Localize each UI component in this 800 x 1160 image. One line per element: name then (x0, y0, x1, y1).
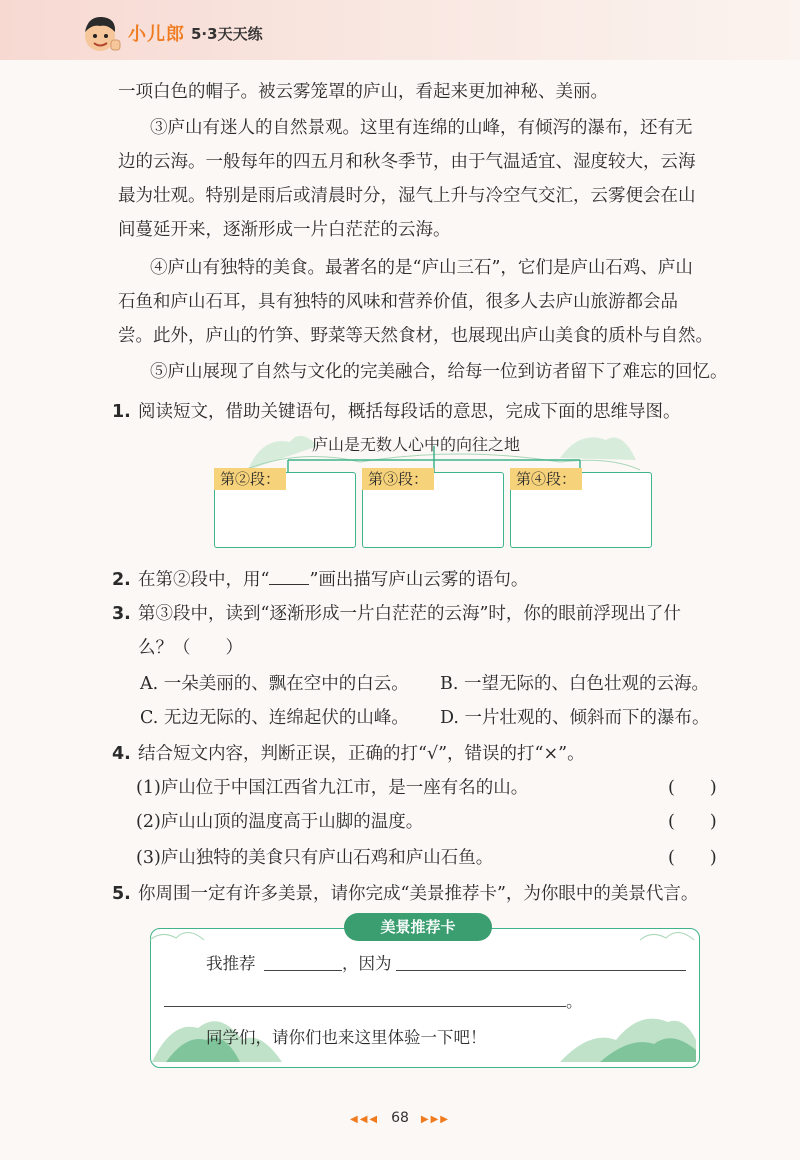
box-label-para2: 第②段： (214, 468, 286, 490)
passage-line: ③庐山有迷人的自然景观。这里有连绵的山峰，有倾泻的瀑布，还有无 (150, 118, 693, 138)
passage-line: 边的云海。一般每年的四五月和秋冬季节，由于气温适宜、湿度较大，云海 (118, 152, 696, 172)
question-number: 1. (112, 402, 131, 422)
arrows-right-icon: ▶▶▶ (420, 1114, 450, 1125)
statement-2: (2)庐山山顶的温度高于山脚的温度。 (136, 812, 424, 832)
box-label-para3: 第③段： (362, 468, 434, 490)
brand-name: 小儿郎 (128, 24, 185, 45)
invite-text: 同学们，请你们也来这里体验一下吧！ (206, 1028, 487, 1047)
series-name: 5·3天天练 (191, 24, 263, 43)
reason-blank-line2[interactable] (164, 1006, 566, 1007)
option-c[interactable]: C. 无边无际的、连绵起伏的山峰。 (140, 708, 409, 728)
statement-1: (1)庐山位于中国江西省九江市，是一座有名的山。 (136, 778, 529, 798)
statement-3: (3)庐山独特的美食只有庐山石鸡和庐山石鱼。 (136, 848, 494, 868)
passage-line: 最为壮观。特别是雨后或清晨时分，湿气上升与冷空气交汇，云雾便会在山 (118, 186, 696, 206)
arrows-left-icon: ◀◀◀ (350, 1114, 380, 1125)
mind-map-title: 庐山是无数人心中的向往之地 (312, 435, 521, 454)
passage-line: 尝。此外，庐山的竹笋、野菜等天然食材，也展现出庐山美食的质朴与自然。 (118, 326, 713, 346)
question-number: 5. (112, 884, 131, 904)
passage-line: 一项白色的帽子。被云雾笼罩的庐山，看起来更加神秘、美丽。 (118, 82, 608, 102)
judge-bracket-1[interactable]: ( ) (668, 778, 717, 798)
question-text: 你周围一定有许多美景，请你完成“美景推荐卡”，为你眼中的美景代言。 (138, 884, 699, 904)
page-footer (0, 1110, 800, 1126)
because-label: ，因为 (342, 954, 392, 973)
question-text: ”画出描写庐山云雾的语句。 (309, 570, 529, 590)
question-text: 在第②段中，用“ (138, 570, 270, 590)
page-number: 68 (391, 1110, 409, 1126)
period-mark: 。 (566, 992, 583, 1011)
recommend-label: 我推荐 (206, 954, 256, 973)
card-title: 美景推荐卡 (344, 913, 492, 941)
option-a[interactable]: A. 一朵美丽的、飘在空中的白云。 (140, 674, 409, 694)
passage-line: ⑤庐山展现了自然与文化的完美融合，给每一位到访者留下了难忘的回忆。 (150, 362, 728, 382)
question-number: 3. (112, 604, 131, 624)
question-text: 结合短文内容，判断正误，正确的打“√”，错误的打“×”。 (138, 744, 585, 764)
question-3-line2: 么？（ ） (138, 638, 243, 658)
judge-bracket-3[interactable]: ( ) (668, 848, 717, 868)
question-text: 第③段中，读到“逐渐形成一片白茫茫的云海”时，你的眼前浮现出了什 (138, 604, 681, 624)
passage-line: 间蔓延开来，逐渐形成一片白茫茫的云海。 (118, 220, 451, 240)
passage-line: 石鱼和庐山石耳，具有独特的风味和营养价值，很多人去庐山旅游都会品 (118, 292, 678, 312)
option-b[interactable]: B. 一望无际的、白色壮观的云海。 (440, 674, 709, 694)
question-number: 2. (112, 570, 131, 590)
option-d[interactable]: D. 一片壮观的、倾斜而下的瀑布。 (440, 708, 710, 728)
question-text: 阅读短文，借助关键语句，概括每段话的意思，完成下面的思维导图。 (138, 402, 681, 422)
reason-blank[interactable] (396, 970, 686, 971)
judge-bracket-2[interactable]: ( ) (668, 812, 717, 832)
passage-line: ④庐山有独特的美食。最著名的是“庐山三石”，它们是庐山石鸡、庐山 (150, 258, 693, 278)
question-number: 4. (112, 744, 131, 764)
box-label-para4: 第④段： (510, 468, 582, 490)
recommend-blank[interactable] (264, 970, 342, 971)
